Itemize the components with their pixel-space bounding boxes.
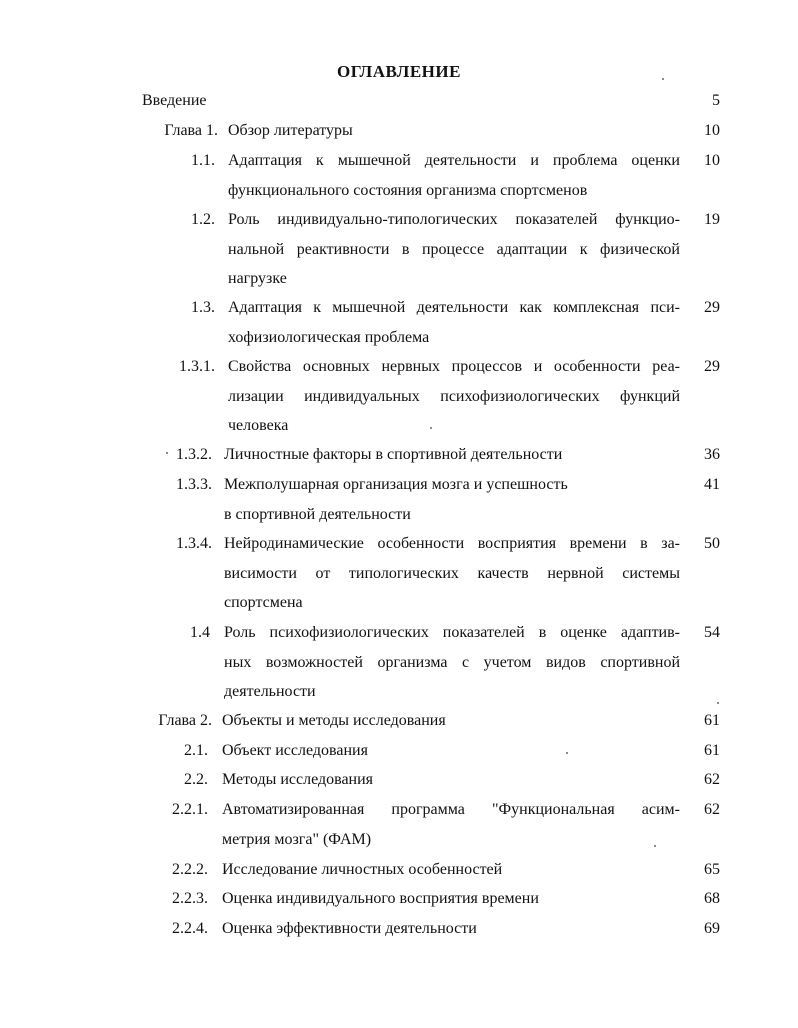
toc-entry-page: 61	[704, 742, 720, 759]
toc-entry-line: висимости от типологических качеств нервной системы	[224, 564, 680, 582]
toc-entry-text	[228, 352, 680, 441]
toc-entry-page: 36	[704, 446, 720, 463]
toc-entry-line: Роль психофизиологических показателей в оценке адаптив-	[224, 624, 680, 641]
toc-entry-text	[228, 146, 680, 205]
scan-speck	[654, 845, 656, 847]
toc-entry-line: Адаптация к мышечной деятельности как комплексная пси-	[228, 299, 680, 316]
toc-entry-number: 1.3.3.	[176, 476, 212, 493]
toc-entry-line: человека	[228, 417, 289, 434]
toc-entry-number: 1.4	[190, 624, 210, 641]
toc-entry-line: Автоматизированная программа "Функциональная асим-	[222, 801, 680, 818]
toc-entry-text	[228, 116, 680, 146]
toc-entry-line: нальной реактивности в процессе адаптации к физической	[228, 240, 680, 258]
toc-entry-number: 1.3.	[191, 299, 215, 316]
toc-entry-text	[222, 795, 680, 854]
toc-entry-number: 2.2.3.	[172, 890, 208, 907]
toc-entry-number: 2.2.2.	[172, 861, 208, 878]
toc-entry-line: Межполушарная организация мозга и успешность	[224, 476, 568, 493]
toc-entry-number: 2.1.	[184, 742, 208, 759]
toc-entry-number: 1.2.	[191, 211, 215, 228]
toc-entry-line: Методы исследования	[222, 771, 374, 788]
toc-entry-number: 1.3.4.	[176, 535, 212, 552]
toc-entry-page: 19	[704, 211, 720, 228]
toc-entry-text	[222, 914, 680, 944]
toc-entry-text	[228, 205, 680, 294]
toc-entry-line: Адаптация к мышечной деятельности и проблема оценки	[228, 152, 680, 169]
toc-entry-text	[224, 618, 680, 707]
toc-entry-number: Глава 2.	[158, 712, 212, 729]
toc-entry-line: Оценка индивидуального восприятия времени	[222, 890, 539, 907]
toc-entry-text	[222, 855, 680, 885]
toc-entry-text	[222, 765, 680, 795]
toc-entry-line: Введение	[142, 92, 207, 109]
scan-speck	[166, 452, 168, 454]
toc-entry-number: 2.2.4.	[172, 920, 208, 937]
toc-entry-page: 68	[704, 890, 720, 907]
toc-entry-page: 61	[704, 712, 720, 729]
toc-entry-number: 1.1.	[191, 152, 215, 169]
toc-entry-page: 69	[704, 920, 720, 937]
toc-entry-line: в спортивной деятельности	[224, 505, 411, 523]
toc-entry-page: 10	[704, 152, 720, 169]
scan-speck	[662, 78, 664, 80]
toc-entry-text	[224, 529, 680, 618]
toc-entry-line: Объект исследования	[222, 742, 368, 759]
scan-speck	[717, 702, 719, 704]
toc-entry-page: 62	[704, 801, 720, 818]
toc-entry-line: Исследование личностных особенностей	[222, 861, 503, 878]
toc-entry-text	[228, 293, 680, 352]
scan-speck	[566, 752, 568, 754]
toc-entry-line: Обзор литературы	[228, 122, 353, 139]
toc-entry-text	[222, 736, 680, 766]
toc-entry-line: Свойства основных нервных процессов и особенности реа-	[228, 358, 680, 375]
scan-speck	[430, 427, 432, 429]
toc-entry-line: Оценка эффективности деятельности	[222, 920, 477, 937]
toc-entry-page: 41	[704, 476, 720, 493]
toc-entry-line: спортсмена	[224, 594, 303, 611]
toc-entry-page: 54	[704, 624, 720, 641]
toc-entry-line: Объекты и методы исследования	[222, 712, 446, 729]
toc-entry-number: 1.3.1.	[179, 358, 215, 375]
toc-entry-line: лизации индивидуальных психофизиологических функций	[228, 387, 680, 405]
toc-entry-line: Роль индивидуально-типологических показателей функцио-	[228, 211, 680, 228]
toc-entry-line: нагрузке	[228, 270, 287, 287]
toc-entry-text	[224, 470, 680, 529]
toc-entry-page: 50	[704, 535, 720, 552]
toc-title: ОГЛАВЛЕНИЕ	[337, 62, 461, 81]
toc-entry-page: 62	[704, 771, 720, 788]
toc-entry-page: 65	[704, 861, 720, 878]
toc-entry-line: функционального состояния организма спортсменов	[228, 181, 588, 199]
toc-entry-line: деятельности	[224, 683, 316, 700]
toc-entry-text	[222, 706, 680, 736]
toc-entry-number: 2.2.1.	[172, 801, 208, 818]
toc-entry-page: 29	[704, 299, 720, 316]
toc-entry-number: 2.2.	[184, 771, 208, 788]
toc-entry-text	[142, 86, 542, 116]
toc-entry-page: 29	[704, 358, 720, 375]
toc-entry-line: Личностные факторы в спортивной деятельности	[224, 446, 563, 463]
toc-entry-text	[224, 440, 680, 470]
toc-entry-page: 10	[704, 122, 720, 139]
toc-entry-number: 1.3.2.	[176, 446, 212, 463]
toc-entry-line: ных возможностей организма с учетом видов спортивной	[224, 653, 680, 671]
toc-entry-line: Нейродинамические особенности восприятия времени в за-	[224, 535, 680, 552]
toc-entry-number: Глава 1.	[164, 122, 218, 139]
toc-entry-page: 5	[712, 92, 720, 109]
toc-entry-line: метрия мозга" (ФАМ)	[222, 830, 372, 848]
toc-entry-text	[222, 884, 680, 914]
toc-entry-line: хофизиологическая проблема	[228, 328, 430, 346]
